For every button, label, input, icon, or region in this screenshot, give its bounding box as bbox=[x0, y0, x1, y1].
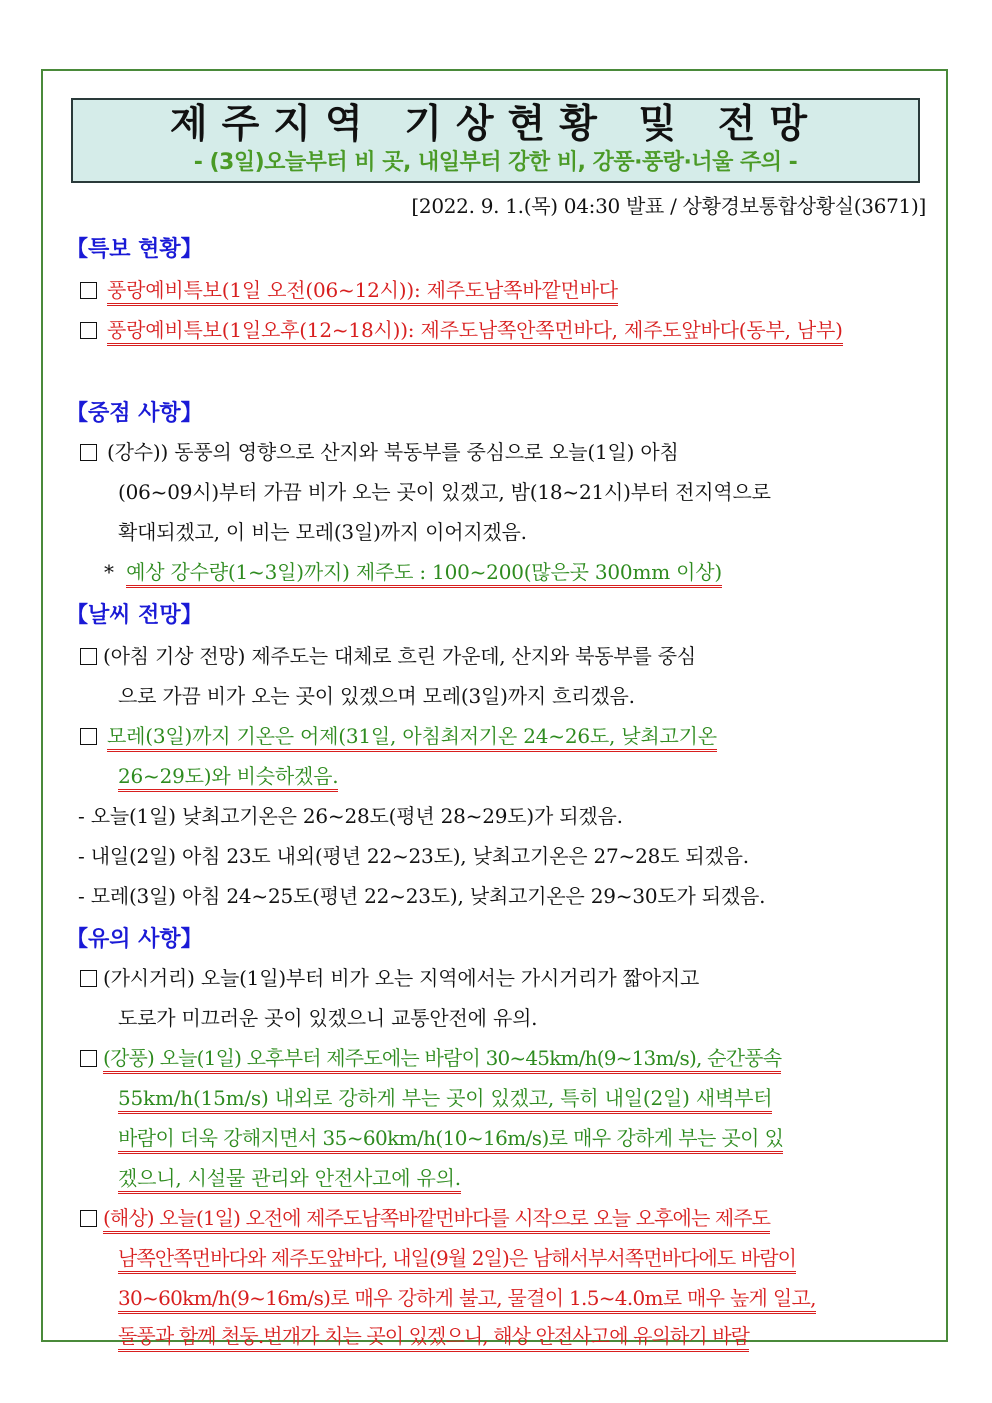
checkbox-icon bbox=[80, 322, 97, 339]
checkbox-icon bbox=[80, 728, 97, 745]
forecast-dash-3: - 모레(3일) 아침 24~25도(평년 22~23도), 낮최고기온은 29~30도가 되겠음. bbox=[78, 884, 766, 908]
caution-item1-line-2: 도로가 미끄러운 곳이 있겠으니 교통안전에 유의. bbox=[118, 1006, 538, 1030]
caution-item2-line-4 bbox=[118, 1164, 461, 1192]
forecast-item1-line-2: 으로 가끔 비가 오는 곳이 있겠으며 모레(3일)까지 흐리겠음. bbox=[118, 684, 635, 708]
note-text: 예상 강수량(1~3일)까지) 제주도 : 100~200(많은곳 300mm 이상) bbox=[126, 560, 722, 588]
warning-text-2: 풍랑예비특보(1일오후(12~18시)): 제주도남쪽안쪽먼바다, 제주도앞바다(동부, 남부) bbox=[107, 318, 843, 346]
focus-note bbox=[104, 558, 722, 586]
announcement: [2022. 9. 1.(목) 04:30 발표 / 상황경보통합상황실(3671)] bbox=[411, 194, 926, 218]
checkbox-icon bbox=[80, 1210, 97, 1227]
warning-item-1 bbox=[80, 276, 618, 304]
caution-item2-line-3 bbox=[118, 1124, 783, 1152]
section-heading-focus: 【중점 사항】 bbox=[66, 401, 203, 426]
checkbox-icon bbox=[80, 1050, 97, 1067]
checkbox-icon bbox=[80, 444, 97, 461]
caution-text-3c: 30~60km/h(9~16m/s)로 매우 강하게 불고, 물결이 1.5~4.0m로 매우 높게 일고, bbox=[118, 1286, 816, 1314]
caution-text-3: (해상) 오늘(1일) 오전에 제주도남쪽바깥먼바다를 시작으로 오늘 오후에는 제주도 bbox=[103, 1206, 770, 1234]
forecast-dash-2: - 내일(2일) 아침 23도 내외(평년 22~23도), 낮최고기온은 27~28도 되겠음. bbox=[78, 844, 749, 868]
caution-item1-line-1 bbox=[80, 964, 699, 992]
caution-text-3b: 남쪽안쪽먼바다와 제주도앞바다, 내일(9월 2일)은 남해서부서쪽먼바다에도 바람이 bbox=[118, 1246, 796, 1274]
section-heading-caution: 【유의 사항】 bbox=[66, 927, 203, 952]
caution-item2-line-1 bbox=[80, 1044, 781, 1072]
caution-text-2d: 겠으니, 시설물 관리와 안전사고에 유의. bbox=[118, 1166, 461, 1194]
forecast-text-1: (아침 기상 전망) 제주도는 대체로 흐린 가운데, 산지와 북동부를 중심 bbox=[103, 644, 697, 668]
warning-text-1: 풍랑예비특보(1일 오전(06~12시)): 제주도남쪽바깥먼바다 bbox=[107, 278, 618, 306]
caution-item3-line-2 bbox=[118, 1244, 796, 1272]
forecast-item2-line-2 bbox=[118, 762, 338, 790]
caution-item3-line-1 bbox=[80, 1204, 770, 1232]
forecast-text-2: 모레(3일)까지 기온은 어제(31일, 아침최저기온 24~26도, 낮최고기온 bbox=[107, 724, 717, 752]
checkbox-icon bbox=[80, 970, 97, 987]
focus-item-line-3: 확대되겠고, 이 비는 모레(3일)까지 이어지겠음. bbox=[118, 520, 527, 544]
section-heading-forecast: 【날씨 전망】 bbox=[66, 603, 203, 628]
title-box bbox=[71, 98, 920, 183]
caution-item3-line-4 bbox=[118, 1322, 749, 1350]
caution-item3-line-3 bbox=[118, 1284, 816, 1312]
forecast-text-2b: 26~29도)와 비슷하겠음. bbox=[118, 764, 338, 792]
checkbox-icon bbox=[80, 282, 97, 299]
warning-item-2 bbox=[80, 316, 843, 344]
caution-item2-line-2 bbox=[118, 1084, 772, 1112]
caution-text-2c: 바람이 더욱 강해지면서 35~60km/h(10~16m/s)로 매우 강하게 부는 곳이 있 bbox=[118, 1126, 783, 1154]
checkbox-icon bbox=[80, 648, 97, 665]
forecast-item2-line-1 bbox=[80, 722, 717, 750]
focus-text-1: (강수)) 동풍의 영향으로 산지와 북동부를 중심으로 오늘(1일) 아침 bbox=[107, 440, 679, 464]
caution-text-1: (가시거리) 오늘(1일)부터 비가 오는 지역에서는 가시거리가 짧아지고 bbox=[103, 966, 700, 990]
focus-item-line-1 bbox=[80, 438, 679, 466]
caution-text-3d: 돌풍과 함께 천둥.번개가 치는 곳이 있겠으니, 해상 안전사고에 유의하기 바람 bbox=[118, 1324, 749, 1352]
forecast-dash-1: - 오늘(1일) 낮최고기온은 26~28도(평년 28~29도)가 되겠음. bbox=[78, 804, 623, 828]
note-star: * bbox=[104, 560, 114, 584]
forecast-item1-line-1 bbox=[80, 642, 696, 670]
section-heading-warnings: 【특보 현황】 bbox=[66, 237, 203, 262]
caution-text-2: (강풍) 오늘(1일) 오후부터 제주도에는 바람이 30~45km/h(9~13m/s), 순간풍속 bbox=[103, 1046, 781, 1074]
caution-text-2b: 55km/h(15m/s) 내외로 강하게 부는 곳이 있겠고, 특히 내일(2일) 새벽부터 bbox=[118, 1086, 772, 1114]
focus-item-line-2: (06~09시)부터 가끔 비가 오는 곳이 있겠고, 밤(18~21시)부터 전지역으로 bbox=[118, 480, 771, 504]
page-subtitle: - (3일)오늘부터 비 곳, 내일부터 강한 비, 강풍·풍랑·너울 주의 - bbox=[193, 150, 798, 175]
page-title: 제주지역 기상현황 및 전망 bbox=[169, 102, 822, 147]
